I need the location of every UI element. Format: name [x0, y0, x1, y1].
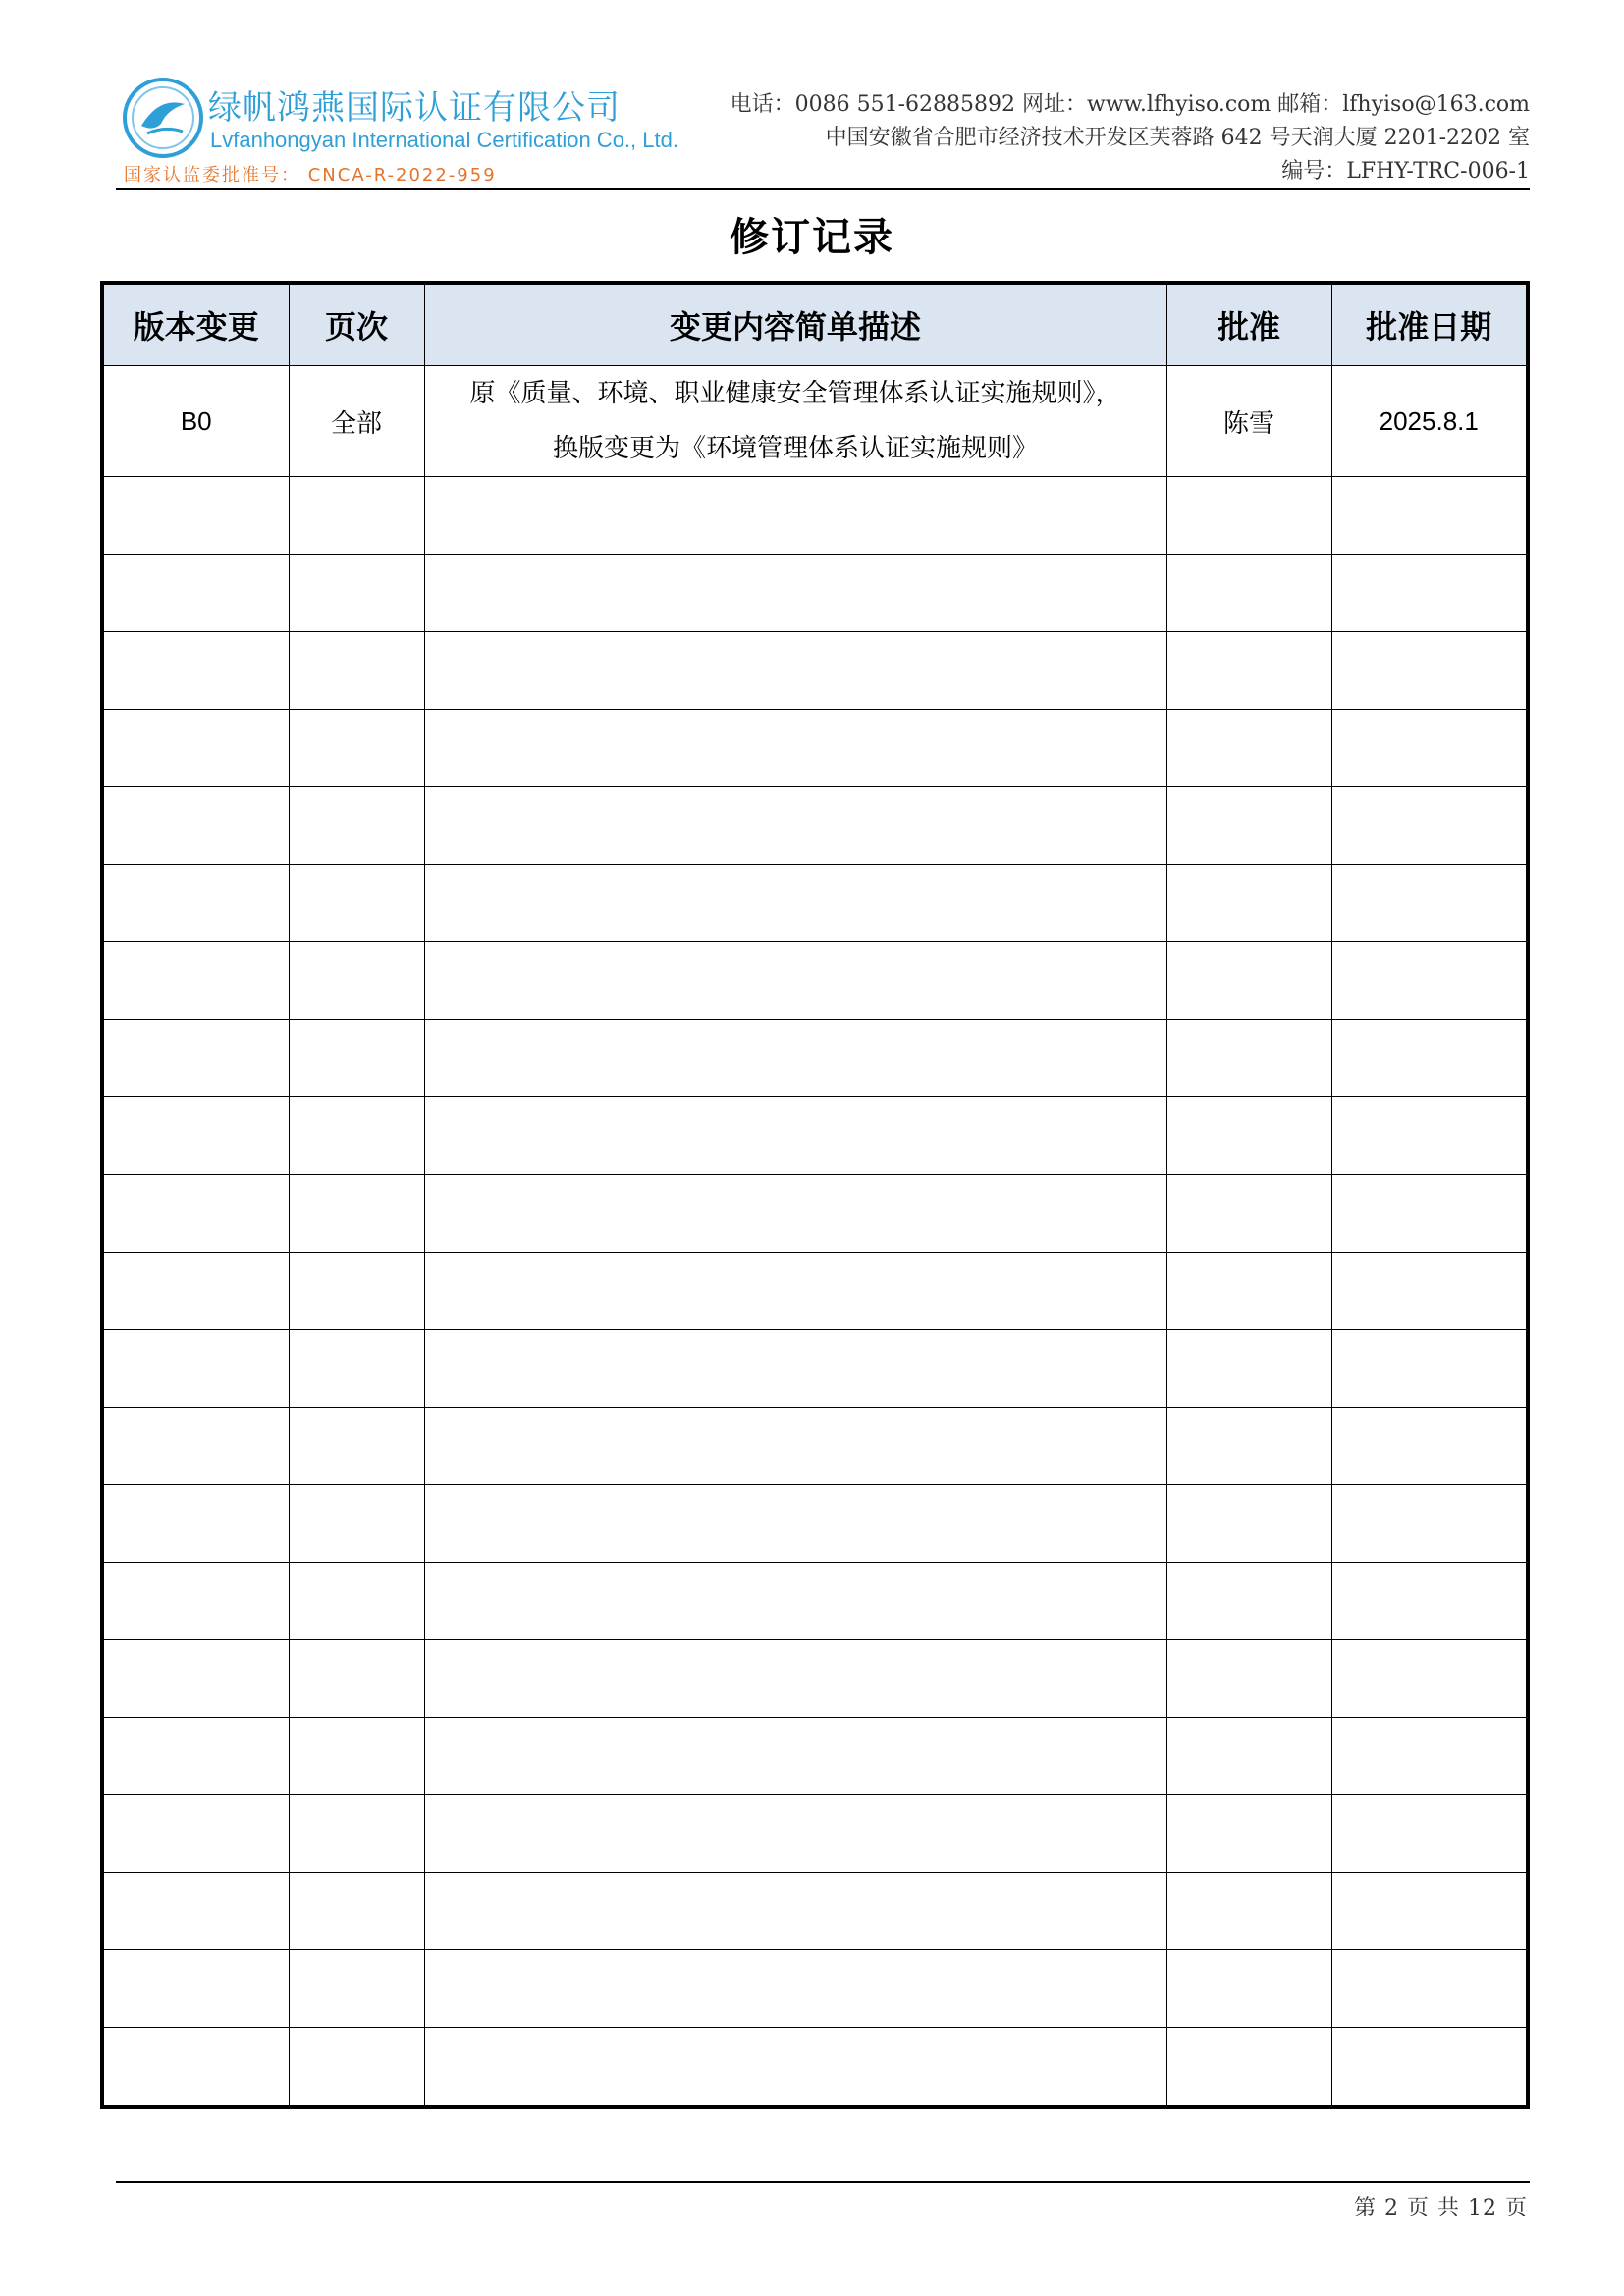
cell-date: [1331, 1253, 1528, 1330]
cell-date: [1331, 787, 1528, 865]
cell-version: [102, 1097, 289, 1175]
table-row: [102, 1330, 1528, 1408]
cell-approver: [1166, 865, 1331, 942]
cell-date: [1331, 555, 1528, 632]
cell-pages: [289, 865, 424, 942]
cell-date: [1331, 1408, 1528, 1485]
cell-pages: [289, 1718, 424, 1795]
cell-pages: [289, 1330, 424, 1408]
table-row: [102, 1718, 1528, 1795]
cell-date: [1331, 1330, 1528, 1408]
description-line: 换版变更为《环境管理体系认证实施规则》: [552, 434, 1038, 463]
cell-date: [1331, 1640, 1528, 1718]
cell-pages: [289, 1950, 424, 2028]
cell-pages: [289, 1563, 424, 1640]
cell-approver: [1166, 1175, 1331, 1253]
cell-version: [102, 865, 289, 942]
contact-address: 中国安徽省合肥市经济技术开发区芙蓉路 642 号天润大厦 2201-2202 室: [825, 126, 1530, 150]
table-row: [102, 1640, 1528, 1718]
cell-version: [102, 1950, 289, 2028]
cell-description: [424, 555, 1166, 632]
cell-approver: 陈雪: [1166, 366, 1331, 477]
table-row: [102, 555, 1528, 632]
cell-pages: [289, 555, 424, 632]
cell-approver: [1166, 1950, 1331, 2028]
cell-version: [102, 632, 289, 710]
cell-approver: [1166, 1640, 1331, 1718]
table-header-row: [102, 283, 1528, 366]
cell-date: [1331, 942, 1528, 1020]
cell-version: [102, 555, 289, 632]
cell-approver: [1166, 787, 1331, 865]
column-header-description: 变更内容简单描述: [424, 283, 1166, 366]
cell-date: [1331, 710, 1528, 787]
table-row: [102, 1563, 1528, 1640]
cell-version: [102, 477, 289, 555]
cnca-approval-number: 国家认监委批准号： CNCA-R-2022-959: [124, 165, 497, 186]
cell-pages: [289, 1640, 424, 1718]
cell-version: [102, 1020, 289, 1097]
cell-description: [424, 865, 1166, 942]
cell-approver: [1166, 1873, 1331, 1950]
table-row: [102, 1950, 1528, 2028]
cell-version: [102, 787, 289, 865]
table-row: [102, 2028, 1528, 2108]
cell-version: [102, 1873, 289, 1950]
table-row: [102, 1020, 1528, 1097]
cell-approver: [1166, 1330, 1331, 1408]
cell-approver: [1166, 1563, 1331, 1640]
cell-version: [102, 1563, 289, 1640]
cell-approver: [1166, 1718, 1331, 1795]
cell-approver: [1166, 555, 1331, 632]
cell-version: [102, 942, 289, 1020]
cell-description: [424, 1950, 1166, 2028]
table-row: [102, 1253, 1528, 1330]
cell-description: [424, 1175, 1166, 1253]
contact-phone-web-email: 电话：0086 551-62885892 网址：www.lfhyiso.com 邮箱：lfhyiso@163.com: [730, 92, 1530, 117]
cell-description: [424, 787, 1166, 865]
cell-description: [424, 1408, 1166, 1485]
cell-date: [1331, 1485, 1528, 1563]
cell-description: [424, 1873, 1166, 1950]
cell-description: [424, 1020, 1166, 1097]
table-row: [102, 787, 1528, 865]
cell-version: [102, 710, 289, 787]
cell-description: [424, 1718, 1166, 1795]
revision-table: [100, 281, 1530, 2109]
cell-approver: [1166, 1253, 1331, 1330]
table-row: [102, 477, 1528, 555]
table-row: [102, 1485, 1528, 1563]
cell-date: [1331, 1795, 1528, 1873]
cell-approver: [1166, 2028, 1331, 2108]
description-line: 原《质量、环境、职业健康安全管理体系认证实施规则》，: [469, 379, 1121, 408]
cell-approver: [1166, 1485, 1331, 1563]
company-logo-icon: [122, 77, 204, 159]
cell-date: [1331, 1718, 1528, 1795]
cell-version: [102, 1485, 289, 1563]
cell-date: [1331, 1950, 1528, 2028]
table-row: [102, 1795, 1528, 1873]
cell-version: [102, 1175, 289, 1253]
table-row: [102, 632, 1528, 710]
cell-description: [424, 710, 1166, 787]
column-header-approver: 批准: [1166, 283, 1331, 366]
cell-description: [424, 942, 1166, 1020]
cell-date: 2025.8.1: [1331, 366, 1528, 477]
cell-date: [1331, 1563, 1528, 1640]
cell-description: [424, 1795, 1166, 1873]
column-header-date: 批准日期: [1331, 283, 1528, 366]
cell-pages: [289, 942, 424, 1020]
column-header-pages: 页次: [289, 283, 424, 366]
company-name-en: Lvfanhongyan International Certification Co., Ltd.: [210, 128, 678, 152]
cell-pages: [289, 1795, 424, 1873]
cell-version: [102, 1795, 289, 1873]
header-divider: [116, 188, 1530, 190]
cell-description: [424, 477, 1166, 555]
cell-pages: [289, 1253, 424, 1330]
page-title: 修订记录: [730, 215, 894, 260]
cell-pages: [289, 1408, 424, 1485]
cell-pages: [289, 710, 424, 787]
cell-version: [102, 2028, 289, 2108]
cell-description: [424, 1640, 1166, 1718]
table-row: [102, 366, 1528, 477]
contact-info: [731, 88, 1530, 188]
cell-approver: [1166, 710, 1331, 787]
cell-version: [102, 1330, 289, 1408]
cell-date: [1331, 1175, 1528, 1253]
table-row: [102, 1097, 1528, 1175]
cell-pages: [289, 2028, 424, 2108]
page-number: 第 2 页 共 12 页: [1354, 2196, 1528, 2220]
cell-description: [424, 1330, 1166, 1408]
cell-description: [424, 632, 1166, 710]
cell-date: [1331, 2028, 1528, 2108]
cell-approver: [1166, 1097, 1331, 1175]
cell-approver: [1166, 1408, 1331, 1485]
cell-approver: [1166, 477, 1331, 555]
table-row: [102, 710, 1528, 787]
cell-date: [1331, 632, 1528, 710]
cell-pages: [289, 787, 424, 865]
cell-date: [1331, 865, 1528, 942]
table-row: [102, 1873, 1528, 1950]
table-row: [102, 942, 1528, 1020]
document-number: 编号：LFHY-TRC-006-1: [1281, 159, 1530, 184]
cell-date: [1331, 1097, 1528, 1175]
cell-description: [424, 1485, 1166, 1563]
cell-pages: [289, 1175, 424, 1253]
cell-approver: [1166, 1020, 1331, 1097]
column-header-version: 版本变更: [102, 283, 289, 366]
cell-pages: [289, 1485, 424, 1563]
cell-version: [102, 1640, 289, 1718]
cell-approver: [1166, 632, 1331, 710]
cell-version: [102, 1718, 289, 1795]
cell-approver: [1166, 1795, 1331, 1873]
cell-description: [424, 1253, 1166, 1330]
cell-description: [424, 366, 1166, 477]
cell-version: [102, 1253, 289, 1330]
cell-pages: [289, 1020, 424, 1097]
page-header: [116, 71, 1530, 187]
cell-date: [1331, 1020, 1528, 1097]
cell-approver: [1166, 942, 1331, 1020]
cell-description: [424, 2028, 1166, 2108]
cell-pages: [289, 1097, 424, 1175]
cell-description: [424, 1563, 1166, 1640]
table-row: [102, 865, 1528, 942]
cell-date: [1331, 1873, 1528, 1950]
cell-pages: [289, 632, 424, 710]
table-row: [102, 1175, 1528, 1253]
cell-version: B0: [102, 366, 289, 477]
cell-pages: 全部: [289, 366, 424, 477]
cell-pages: [289, 477, 424, 555]
table-row: [102, 1408, 1528, 1485]
cell-version: [102, 1408, 289, 1485]
cell-pages: [289, 1873, 424, 1950]
company-name-cn: 绿帆鸿燕国际认证有限公司: [208, 88, 621, 128]
footer-divider: [116, 2181, 1530, 2183]
cell-date: [1331, 477, 1528, 555]
cell-description: [424, 1097, 1166, 1175]
